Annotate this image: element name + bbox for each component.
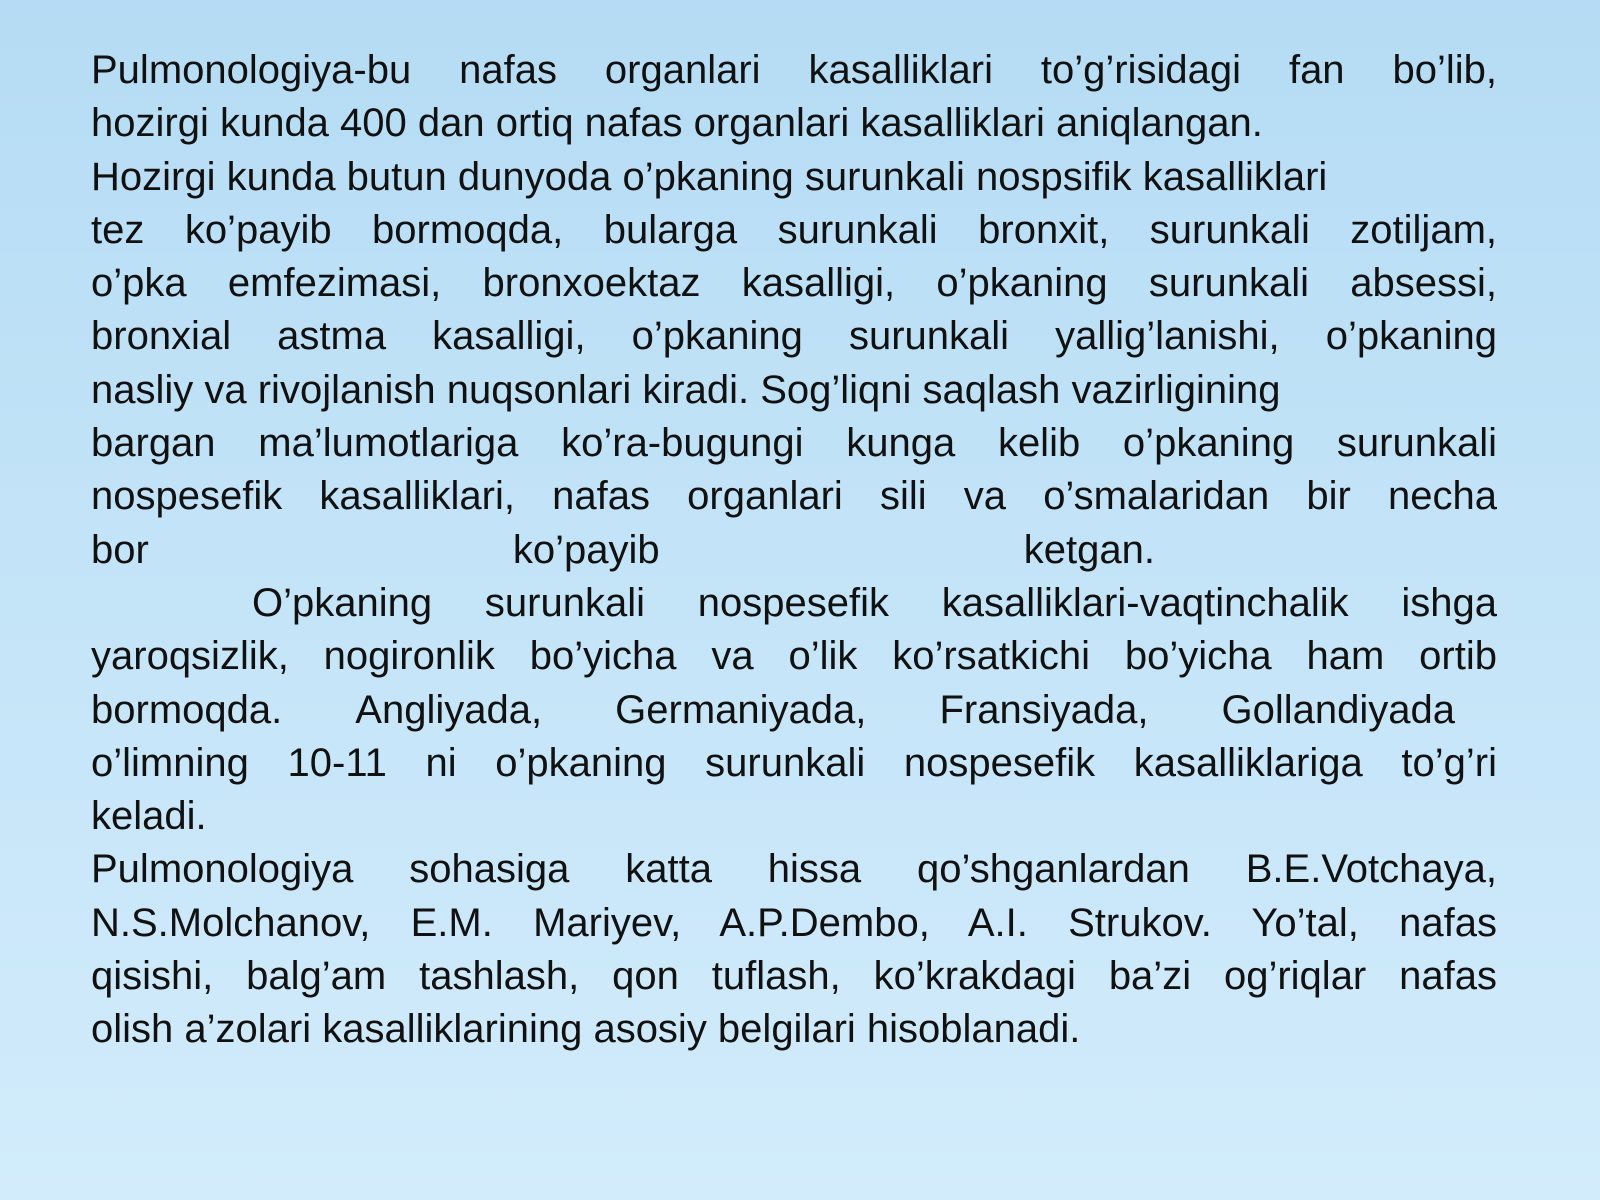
- text-line: yaroqsizlik, nogironlik bo’yicha va o’lik ko’rsatkichi bo’yicha ham ortib: [91, 634, 1497, 679]
- text-line: bargan ma’lumotlariga ko’ra-bugungi kunga kelib o’pkaning surunkali: [91, 421, 1497, 466]
- split-line: [91, 684, 1455, 737]
- text-line: Hozirgi kunda butun dunyoda o’pkaning surunkali nospsifik kasalliklari: [91, 154, 1328, 199]
- text-line: nospesefik kasalliklari, nafas organlari sili va o’smalaridan bir necha: [91, 474, 1497, 519]
- text-line: nasliy va rivojlanish nuqsonlari kiradi. Sog’liqni saqlash vazirligining: [91, 367, 1281, 412]
- word: Germaniyada,: [615, 687, 867, 732]
- text-line: [91, 684, 1497, 737]
- word: Angliyada,: [355, 687, 543, 732]
- word: bor: [91, 527, 149, 572]
- word: Gollandiyada: [1221, 687, 1455, 732]
- text-line: Pulmonologiya sohasiga katta hissa qo’shganlardan B.E.Votchaya,: [91, 847, 1497, 892]
- text-line: hozirgi kunda 400 dan ortiq nafas organlari kasalliklari aniqlangan.: [91, 101, 1263, 146]
- text-line: bronxial astma kasalligi, o’pkaning surunkali yallig’lanishi, o’pkaning: [91, 314, 1497, 359]
- text-line: o’limning 10-11 ni o’pkaning surunkali nospesefik kasalliklariga to’g’ri: [91, 740, 1497, 785]
- slide-text-body: [91, 44, 1497, 1057]
- text-line: olish a’zolari kasalliklarining asosiy belgilari hisoblanadi.: [91, 1007, 1081, 1052]
- text-line-indented: O’pkaning surunkali nospesefik kasalliklari-vaqtinchalik ishga: [252, 580, 1497, 625]
- word: ko’payib: [512, 527, 660, 572]
- text-line: qisishi, balg’am tashlash, qon tuflash, ko’krakdagi ba’zi og’riqlar nafas: [91, 954, 1497, 999]
- word: Fransiyada,: [939, 687, 1149, 732]
- text-line: tez ko’payib bormoqda, bularga surunkali bronxit, surunkali zotiljam,: [91, 207, 1497, 252]
- text-line: o’pka emfezimasi, bronxoektaz kasalligi, o’pkaning surunkali absessi,: [91, 261, 1497, 306]
- text-line: Pulmonologiya-bu nafas organlari kasalliklari to’g’risidagi fan bo’lib,: [91, 48, 1497, 92]
- split-line: [91, 524, 1155, 577]
- word: bormoqda.: [91, 687, 283, 732]
- text-line: keladi.: [91, 794, 207, 839]
- text-line: [91, 524, 1497, 577]
- text-line: N.S.Molchanov, E.M. Mariyev, A.P.Dembo, A.I. Strukov. Yo’tal, nafas: [91, 900, 1497, 945]
- word: ketgan.: [1023, 527, 1155, 572]
